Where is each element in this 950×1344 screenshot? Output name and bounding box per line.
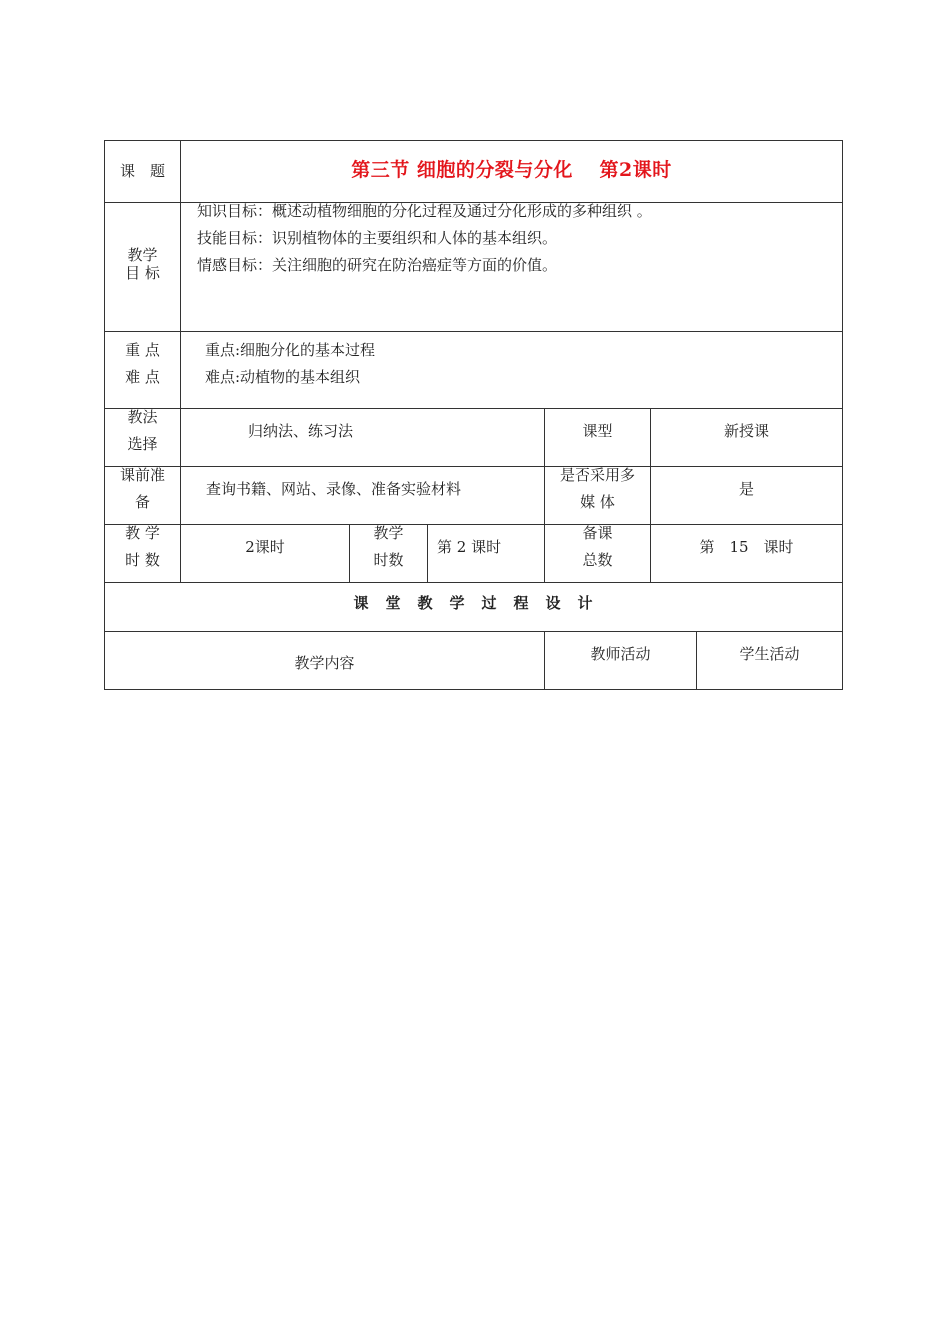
objective-skill: 技能目标：识别植物体的主要组织和人体的基本组织。 — [197, 229, 558, 247]
topic-label: 课 题 — [119, 162, 165, 180]
method-label-line1: 教法 — [127, 408, 158, 426]
objectives-label-line1: 教学 — [127, 246, 158, 264]
key-difficult-points — [205, 337, 805, 391]
lesson-title: 第三节 细胞的分裂与分化 第2课时 — [351, 159, 672, 181]
key-difficult-label — [105, 337, 180, 391]
hours-label-line1: 教 学 — [125, 524, 160, 542]
key-point: 重点:细胞分化的基本过程 — [205, 341, 376, 359]
total-label-line1: 备课 — [582, 524, 613, 542]
period-value: 第 2 课时 — [437, 538, 502, 556]
total-label — [545, 520, 650, 574]
prep-value: 查询书籍、网站、录像、准备实验材料 — [206, 480, 462, 498]
media-label-line1: 是否采用多 — [559, 466, 635, 484]
total-label-line2: 总数 — [582, 551, 613, 569]
period-label — [350, 520, 427, 574]
type-value: 新授课 — [723, 422, 769, 440]
process-heading: 课 堂 教 学 过 程 设 计 — [353, 594, 594, 612]
col-teacher-header: 教师活动 — [590, 645, 651, 663]
row-divider — [104, 524, 843, 525]
prep-label — [105, 462, 180, 516]
objective-knowledge: 知识目标：概述动植物细胞的分化过程及通过分化形成的多种组织 。 — [197, 202, 652, 220]
hours-label-line2: 时 数 — [125, 551, 160, 569]
total-value: 第 15 课时 — [699, 538, 794, 556]
table-border-top — [104, 140, 843, 141]
column-divider — [180, 140, 181, 582]
row-divider — [104, 582, 843, 583]
method-label-line2: 选择 — [127, 435, 158, 453]
row-divider — [104, 408, 843, 409]
hours-label — [105, 520, 180, 574]
period-label-line1: 教学 — [373, 524, 404, 542]
key-label: 重 点 — [125, 341, 160, 359]
prep-label-line1: 课前准 — [119, 466, 165, 484]
objectives-list — [197, 198, 837, 279]
media-label — [545, 462, 650, 516]
difficult-point: 难点:动植物的基本组织 — [205, 368, 361, 386]
row-divider — [104, 466, 843, 467]
media-value: 是 — [738, 480, 754, 498]
objectives-label — [105, 246, 180, 282]
column-divider — [427, 524, 428, 582]
row-divider — [104, 631, 843, 632]
table-border-bottom — [104, 689, 843, 690]
period-label-line2: 时数 — [373, 551, 404, 569]
method-label — [105, 404, 180, 458]
type-label: 课型 — [582, 422, 613, 440]
hours-value: 2课时 — [245, 538, 285, 556]
col-student-header: 学生活动 — [739, 645, 800, 663]
objective-emotion: 情感目标：关注细胞的研究在防治癌症等方面的价值。 — [197, 256, 558, 274]
difficult-label: 难 点 — [125, 368, 160, 386]
row-divider — [104, 331, 843, 332]
table-border-right — [842, 140, 843, 690]
media-label-line2: 媒 体 — [580, 493, 615, 511]
method-value: 归纳法、练习法 — [248, 422, 354, 440]
objectives-label-line2: 目 标 — [125, 264, 160, 282]
prep-label-line2: 备 — [134, 493, 150, 511]
col-content-header: 教学内容 — [294, 654, 355, 672]
